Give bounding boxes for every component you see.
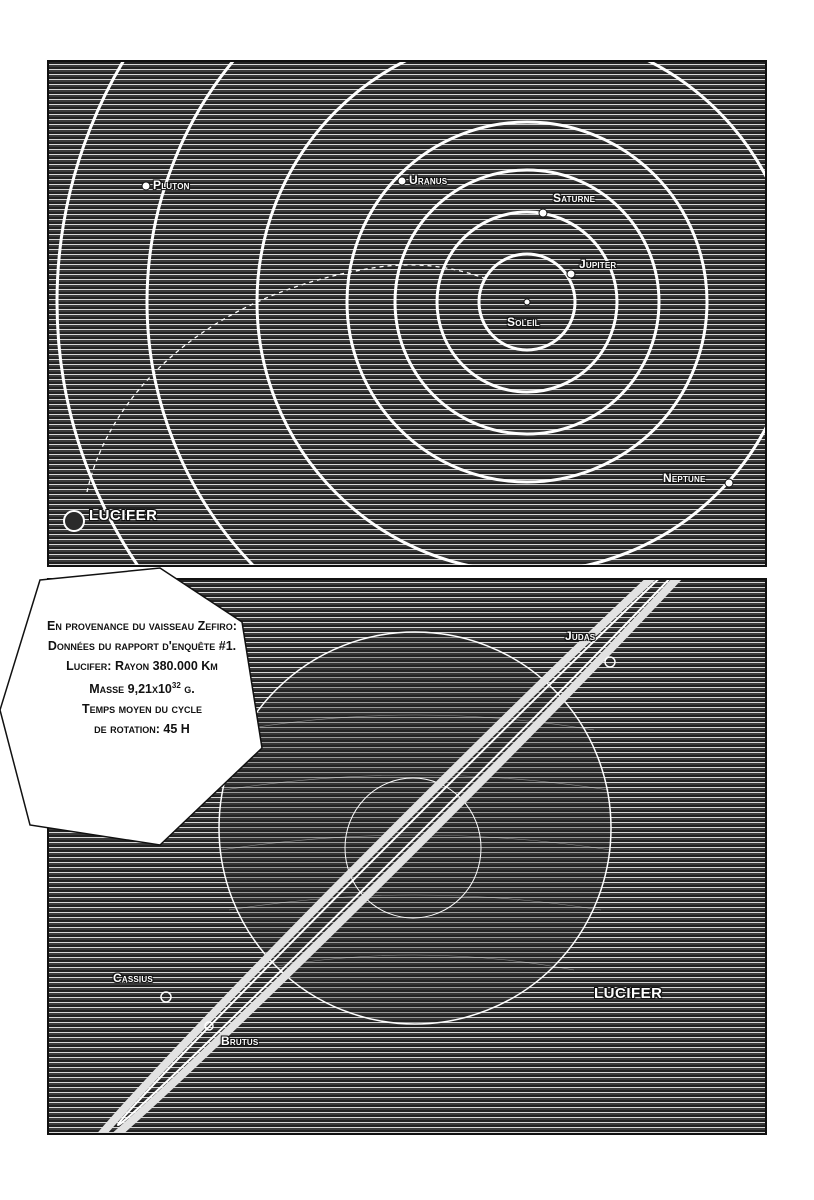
caption-line-3: Lucifer: Rayon 380.000 Km bbox=[66, 659, 218, 673]
uranus-marker bbox=[398, 177, 406, 185]
jupiter-marker bbox=[567, 270, 575, 278]
caption-line-2: Données du rapport d'enquête #1. bbox=[47, 639, 237, 653]
label-jupiter: Jupiter bbox=[579, 257, 617, 271]
pluton-marker bbox=[142, 182, 150, 190]
neptune-marker bbox=[725, 479, 733, 487]
label-lucifer-bottom: LUCIFER bbox=[594, 985, 663, 1002]
label-soleil: Soleil bbox=[507, 315, 540, 329]
cassius-marker bbox=[161, 992, 171, 1002]
caption-box bbox=[22, 616, 262, 739]
label-neptune: Neptune bbox=[663, 471, 706, 485]
label-uranus: Uranus bbox=[409, 173, 448, 187]
caption-line-4 bbox=[22, 676, 262, 699]
sun-marker bbox=[524, 299, 530, 305]
mass-text: Masse 9,21x10 bbox=[89, 682, 172, 697]
caption-line-6: de rotation: 45 H bbox=[94, 722, 190, 737]
orbit-diagram bbox=[49, 62, 765, 565]
caption-line-5: Temps moyen du cycle bbox=[81, 702, 203, 717]
solar-system-panel bbox=[47, 60, 767, 567]
label-lucifer-top: LUCIFER bbox=[89, 507, 158, 524]
label-judas: Judas bbox=[565, 629, 596, 643]
mass-exponent: 32 bbox=[171, 681, 181, 690]
caption-line-1: En provenance du vaisseau Zefiro: bbox=[47, 619, 237, 633]
label-brutus: Brutus bbox=[221, 1034, 259, 1048]
neptune-orbit bbox=[257, 62, 765, 565]
label-cassius: Cassius bbox=[113, 971, 153, 985]
lucifer-marker bbox=[64, 511, 84, 531]
mass-unit: g. bbox=[180, 682, 195, 697]
saturne-marker bbox=[539, 209, 547, 217]
label-saturne: Saturne bbox=[553, 191, 596, 205]
label-pluton: Pluton bbox=[153, 178, 190, 192]
judas-marker bbox=[605, 657, 615, 667]
